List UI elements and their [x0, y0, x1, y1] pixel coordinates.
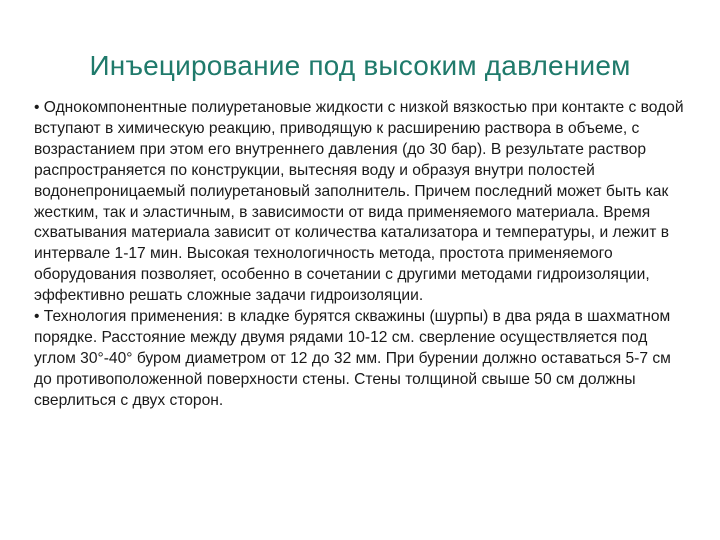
slide-body	[34, 98, 684, 412]
slide-title: Инъецирование под высоким давлением	[89, 50, 631, 81]
body-paragraph-1: • Однокомпонентные полиуретановые жидкости с низкой вязкостью при контакте с водой вступают в химическую реакцию, приводящую к расширению раствора в объеме, с возрастанием при этом его внутреннего давления (до 30 бар). В результате раствор распространяется по конструкции, вытесняя воду и образуя внутри полостей водонепроницаемый полиуретановый заполнитель. Причем последний может быть как жестким, так и эластичным, в зависимости от вида применяемого материала. Время схватывания материала зависит от количества катализатора и температуры, и лежит в интервале 1-17 мин. Высокая технологичность метода, простота применяемого оборудования позволяет, особенно в сочетании с другими методами гидроизоляции, эффективно решать сложные задачи гидроизоляции.	[34, 99, 684, 305]
body-paragraph-2: • Технология применения: в кладке бурятся скважины (шурпы) в два ряда в шахматном порядке. Расстояние между двумя рядами 10-12 см. сверление осуществляется под углом 30°-40° буром диаметром от 12 до 32 мм. При бурении должно оставаться 5-7 см до противоположенной поверхности стены. Стены толщиной свыше 50 см должны сверлиться с двух сторон.	[34, 308, 671, 409]
